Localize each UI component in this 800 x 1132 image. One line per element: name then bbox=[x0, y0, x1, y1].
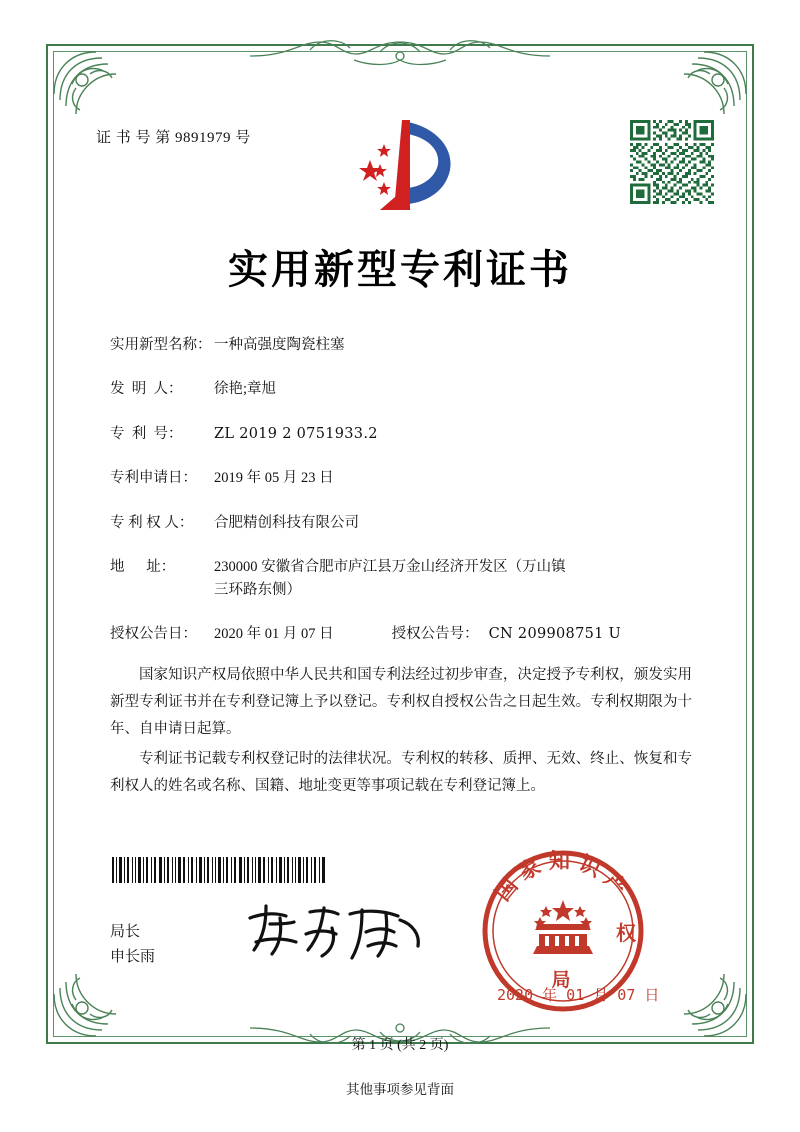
paragraph-1: 国家知识产权局依照中华人民共和国专利法经过初步审查，决定授予专利权，颁发实用新型专利证书并在专利登记簿上予以登记。专利权自授权公告之日起生效。专利权期限为十年、自申请日起算。 bbox=[110, 667, 692, 737]
svg-text:国家知识产: 国家知识产 bbox=[489, 848, 637, 906]
field-row-grant-announcement bbox=[110, 623, 710, 645]
grant-announcement-number-label: 授权公告号： bbox=[391, 626, 479, 643]
director-title-label: 局长 bbox=[110, 924, 141, 940]
field-row-patent-number bbox=[110, 423, 710, 445]
grant-announcement-number: CN 209908751 U bbox=[488, 626, 622, 643]
field-label: 专 利 权 人： bbox=[110, 514, 194, 531]
director-name-label: 申长雨 bbox=[110, 948, 156, 965]
field-label: 地 址： bbox=[110, 559, 176, 576]
page-number: 第 1 页 (共 2 页) bbox=[351, 1038, 449, 1053]
field-value: 2019 年 05 月 23 日 bbox=[214, 470, 334, 487]
field-row-utility-model-name bbox=[110, 334, 710, 356]
field-value: 一种高强度陶瓷柱塞 bbox=[214, 337, 345, 353]
svg-text:局: 局 bbox=[551, 969, 575, 991]
paragraph-2: 专利证书记载专利权登记时的法律状况。专利权的转移、质押、无效、终止、恢复和专利权人的姓名或名称、国籍、地址变更等事项记载在专利登记簿上。 bbox=[110, 751, 692, 795]
field-label: 授权公告日： bbox=[110, 626, 197, 643]
handwritten-signature-icon bbox=[240, 898, 430, 968]
top-center-ornament bbox=[250, 36, 550, 70]
page-title: 实用新型专利证书 bbox=[228, 246, 572, 293]
field-row-inventor bbox=[110, 378, 710, 400]
qr-code-icon bbox=[630, 120, 714, 204]
svg-text:权: 权 bbox=[616, 921, 636, 945]
field-value: ZL 2019 2 0751933.2 bbox=[214, 425, 378, 442]
field-row-application-date bbox=[110, 467, 710, 489]
field-value: 徐艳;章旭 bbox=[214, 381, 277, 398]
seal-date: 2020 年 01 月 07 日 bbox=[497, 986, 660, 1004]
field-label: 专利申请日： bbox=[110, 470, 197, 487]
footer-note: 其他事项参见背面 bbox=[346, 1082, 454, 1097]
cnipa-logo-icon bbox=[350, 118, 460, 214]
field-value: 合肥精创科技有限公司 bbox=[214, 514, 359, 531]
certificate-fields bbox=[110, 334, 710, 668]
address-line-2: 三环路东侧） bbox=[214, 581, 301, 598]
field-value-multiline bbox=[214, 556, 710, 601]
field-label: 实用新型名称： bbox=[110, 337, 212, 353]
field-label: 专 利 号： bbox=[110, 425, 183, 442]
grant-announcement-pair bbox=[214, 623, 710, 645]
address-line-1: 230000 安徽省合肥市庐江县万金山经济开发区（万山镇 bbox=[214, 559, 566, 576]
field-row-address bbox=[110, 556, 710, 601]
barcode bbox=[110, 857, 328, 883]
grant-announcement-date: 2020 年 01 月 07 日 bbox=[214, 626, 334, 643]
legal-text bbox=[110, 662, 692, 804]
field-label: 发 明 人： bbox=[110, 381, 183, 398]
certificate-number: 证 书 号 第 9891979 号 bbox=[96, 130, 251, 146]
field-row-patentee bbox=[110, 512, 710, 534]
signature-block bbox=[110, 920, 155, 970]
